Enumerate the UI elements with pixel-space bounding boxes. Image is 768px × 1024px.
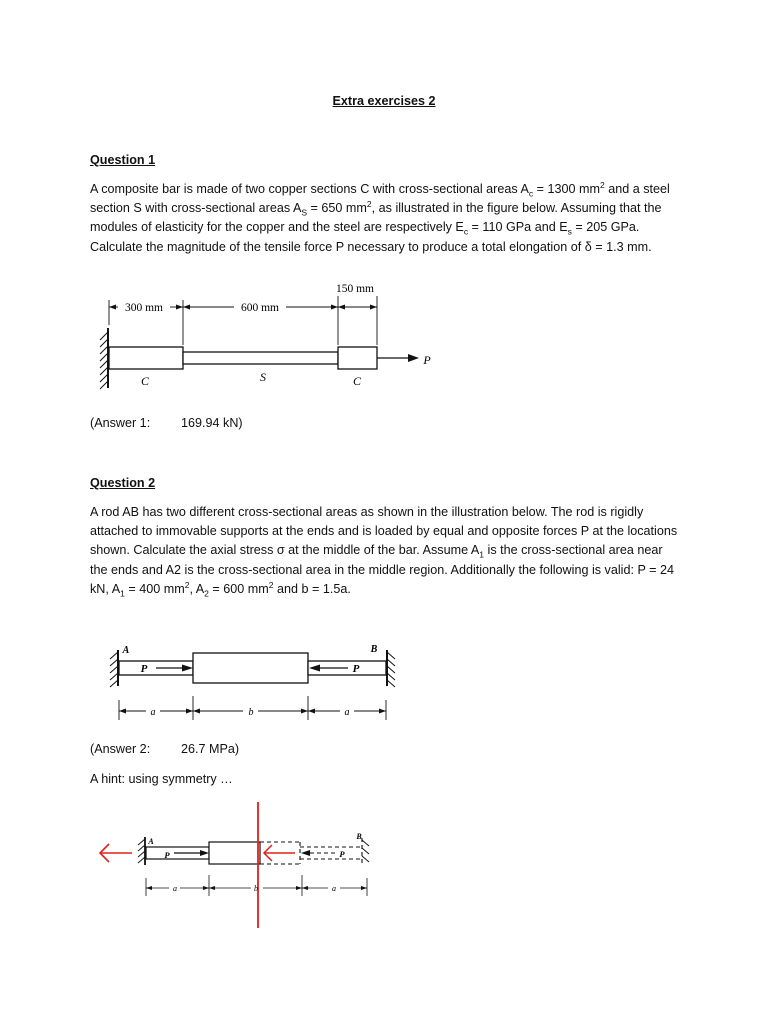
page-title: Extra exercises 2 xyxy=(332,94,436,108)
label-force-p: P xyxy=(423,353,431,367)
label-p-left: P xyxy=(140,663,148,675)
copper-section-left xyxy=(109,347,183,369)
question-1-text: A composite bar is made of two copper sections C with cross-sectional areas $A_c = 1300$ $mm^2$ and a steel section S with cross-sectional areas $A_S = 650$ $mm^2$, as illustrated in the figure below. Assuming that the modules of elasticity for the copper and the steel are respectively $E_c = 110$ GPa and $E_s = 205$ GPa. Calculate the magnitude of the tensile force P necessary to produce a total elongation of δ = 1.3 mm. xyxy=(90,179,670,254)
answer-1: (Answer 1: 169.94 kN) xyxy=(90,416,243,430)
symmetry-hint-figure xyxy=(90,798,390,930)
hint-dim-b: b xyxy=(254,884,258,893)
label-a: A xyxy=(122,645,130,656)
question-2-heading: Question 2 xyxy=(90,476,156,490)
answer-2: (Answer 2: 26.7 MPa) xyxy=(90,742,240,756)
label-copper-left: C xyxy=(140,374,150,388)
composite-bar-figure xyxy=(88,278,450,402)
steel-section xyxy=(183,352,338,364)
dim-300: 300 mm xyxy=(124,302,164,314)
dim-600: 600 mm xyxy=(240,302,280,314)
hint-label-p: P xyxy=(164,850,170,860)
question-2-text: A rod AB has two different cross-sectional areas as shown in the illustration below. The rod is rigidly attached to immovable supports at the ends and is loaded by equal and opposite forces P at the locations shown. Calculate the axial stress σ at the middle of the bar. Assume $A_1$ is the cross-sectional area near the ends and A2 is the cross-sectional area in the middle region. Additionally the following is valid: P = 24 kN, $A_1 = 400$ $mm^2$, $A_2 = 600$ $mm^2$ and b = 1.5a. xyxy=(90,505,678,599)
dim-b: b xyxy=(248,707,254,718)
force-arrow-icon xyxy=(408,354,419,362)
hint-dim-a-left: a xyxy=(173,884,177,893)
hint-label-a: A xyxy=(148,837,154,846)
dim-150: 150 mm xyxy=(335,283,375,295)
rod-ab-figure xyxy=(98,640,410,726)
label-steel: S xyxy=(260,370,266,384)
reaction-arrow-icon xyxy=(100,844,132,862)
label-copper-right: C xyxy=(352,374,362,388)
label-p-right: P xyxy=(352,663,360,675)
hint-dim-a-right: a xyxy=(332,884,336,893)
question-1-heading: Question 1 xyxy=(90,153,156,167)
internal-force-arrow-icon xyxy=(264,845,295,861)
dim-a-left: a xyxy=(150,707,156,718)
hint-label-b: B xyxy=(356,832,362,841)
label-b: B xyxy=(370,644,378,655)
hint-label-p-mirror: P xyxy=(339,849,345,859)
hint-text: A hint: using symmetry … xyxy=(90,772,233,786)
dim-a-right: a xyxy=(344,707,350,718)
copper-section-right xyxy=(338,347,377,369)
